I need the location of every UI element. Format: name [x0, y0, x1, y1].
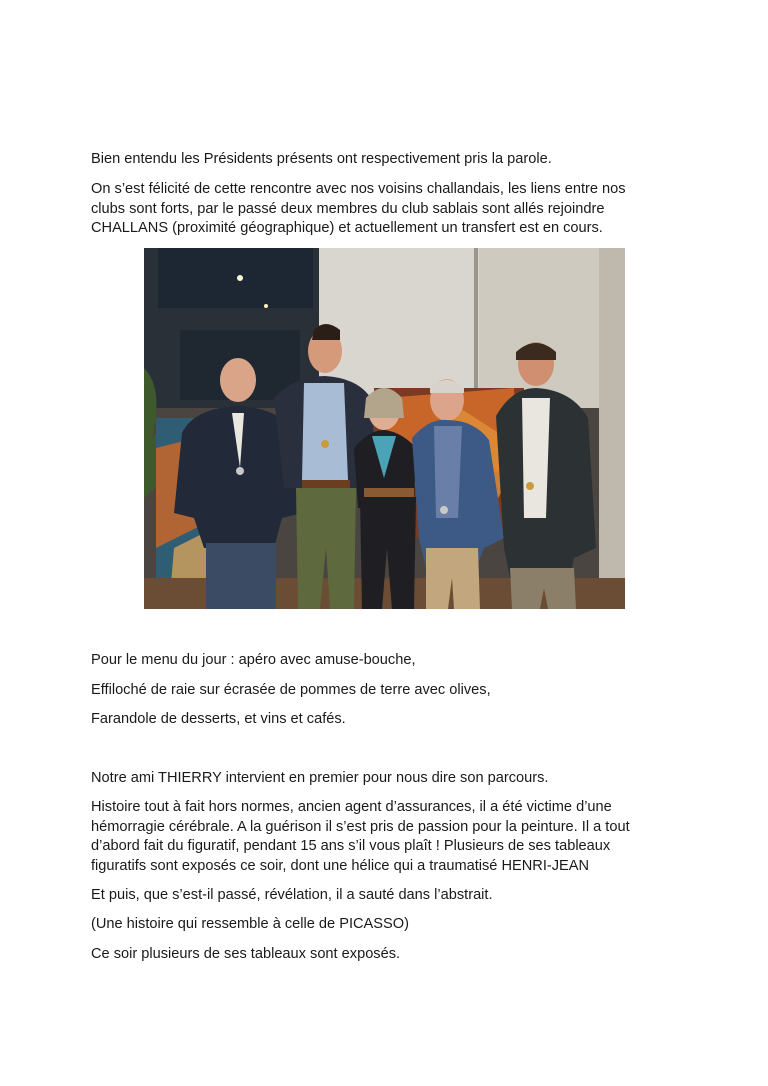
paragraph-picasso: (Une histoire qui ressemble à celle de PICASSO): [91, 916, 409, 932]
paragraph-history-line: hémorragie cérébrale. A la guérison il s’est pris de passion pour la peinture. Il a tout: [91, 818, 630, 835]
paragraph-tonight: Ce soir plusieurs de ses tableaux sont exposés.: [91, 946, 401, 962]
paragraph-history-line: figuratifs sont exposés ce soir, dont une hélice qui a traumatisé HENRI-JEAN: [91, 857, 590, 874]
paragraph-meeting-line: CHALLANS (proximité géographique) et actuellement un transfert est en cours.: [91, 220, 603, 236]
paragraph-abstract: Et puis, que s’est-il passé, révélation, il a sauté dans l’abstrait.: [91, 887, 493, 903]
paragraph-thierry: Notre ami THIERRY intervient en premier pour nous dire son parcours.: [91, 770, 549, 786]
paragraph-menu-dessert: Farandole de desserts, et vins et cafés.: [91, 711, 346, 727]
paragraph-menu-intro: Pour le menu du jour : apéro avec amuse-bouche,: [91, 652, 416, 668]
group-photo: [144, 248, 625, 609]
paragraph-presidents: Bien entendu les Présidents présents ont respectivement pris la parole.: [91, 151, 552, 167]
paragraph-history-line: Histoire tout à fait hors normes, ancien agent d’assurances, il a été victime d’une: [91, 799, 612, 815]
paragraph-menu-main: Effiloché de raie sur écrasée de pommes de terre avec olives,: [91, 682, 491, 698]
paragraph-meeting-line: clubs sont forts, par le passé deux membres du club sablais sont allés rejoindre: [91, 200, 605, 217]
paragraph-meeting-line: On s’est félicité de cette rencontre avec nos voisins challandais, les liens entre nos: [91, 181, 626, 197]
paragraph-history-line: d’abord fait du figuratif, pendant 15 ans s’il vous plaît ! Plusieurs de ses tableaux: [91, 838, 611, 854]
